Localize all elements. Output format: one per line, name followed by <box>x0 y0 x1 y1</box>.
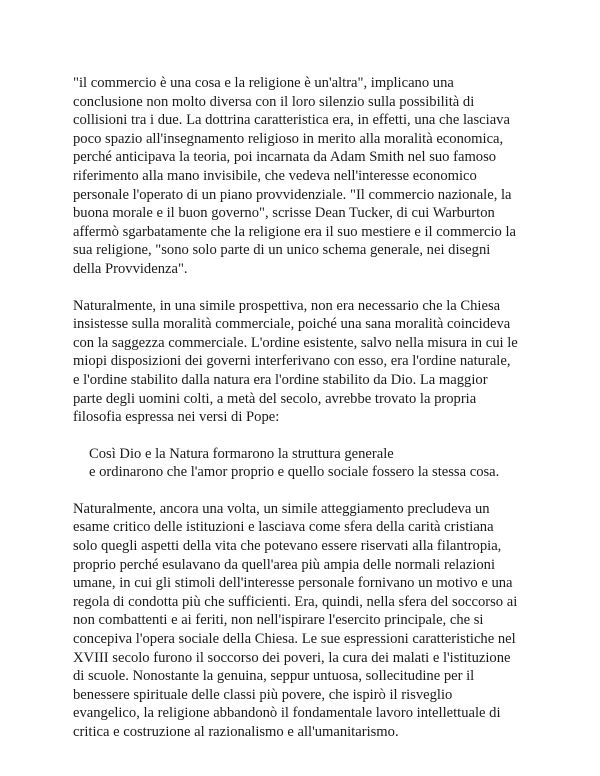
text-line: sua religione, "sono solo parte di un unico schema generale, nei disegni <box>73 242 491 259</box>
text-line: umane, in cui gli stimoli dell'interesse personale fornivano un motivo e una <box>73 575 513 592</box>
text-line: Naturalmente, in una simile prospettiva, non era necessario che la Chiesa <box>73 297 501 314</box>
document-page <box>73 74 548 760</box>
text-line: miopi disposizioni dei governi interferivano con esso, era l'ordine naturale, <box>73 353 511 370</box>
text-line: buona morale e il buon governo", scrisse Dean Tucker, di cui Warburton <box>73 205 495 222</box>
verse-line: e ordinarono che l'amor proprio e quello sociale fossero la stessa cosa. <box>89 464 500 481</box>
text-line: insistesse sulla moralità commerciale, poiché una sana moralità coincideva <box>73 316 511 333</box>
paragraph-2 <box>73 297 548 427</box>
text-line: collisioni tra i due. La dottrina caratteristica era, in effetti, una che lasciava <box>73 112 510 129</box>
text-line: concepiva l'opera sociale della Chiesa. Le sue espressioni caratteristiche nel <box>73 631 516 648</box>
text-line: solo quegli aspetti della vita che potevano essere riservati alla filantropia, <box>73 538 502 555</box>
text-line: della Provvidenza". <box>73 260 188 277</box>
text-line: filosofia espressa nei versi di Pope: <box>73 409 280 426</box>
text-line: esame critico delle istituzioni e lasciava come sfera della carità cristiana <box>73 519 494 536</box>
text-line: non combattenti e ai feriti, non nell'ispirare l'esercito principale, che si <box>73 612 484 629</box>
paragraph-1 <box>73 74 548 279</box>
text-line: perché anticipava la teoria, poi incarnata da Adam Smith nel suo famoso <box>73 149 497 166</box>
text-line: evangelico, la religione abbandonò il fondamentale lavoro intellettuale di <box>73 705 501 722</box>
text-line: regola di condotta più che sufficienti. Era, quindi, nella sfera del soccorso ai <box>73 593 518 610</box>
text-line: critica e costruzione al razionalismo e all'umanitarismo. <box>73 724 399 740</box>
text-line: Naturalmente, ancora una volta, un simile atteggiamento precludeva un <box>73 500 490 517</box>
verse-line: Così Dio e la Natura formarono la struttura generale <box>89 445 394 462</box>
text-line: parte degli uomini colti, a metà del secolo, avrebbe trovato la propria <box>73 390 477 407</box>
text-line: benessere spirituale delle classi più povere, che ispirò il risveglio <box>73 686 453 703</box>
text-line: riferimento alla mano invisibile, che vedeva nell'interesse economico <box>73 167 477 184</box>
text-line: "il commercio è una cosa e la religione è un'altra", implicano una <box>73 75 454 91</box>
paragraph-3 <box>73 500 548 742</box>
text-line: con la saggezza commerciale. L'ordine esistente, salvo nella misura in cui le <box>73 334 518 351</box>
text-line: conclusione non molto diversa con il loro silenzio sulla possibilità di <box>73 93 475 110</box>
text-line: e l'ordine stabilito dalla natura era l'ordine stabilito da Dio. La maggior <box>73 371 488 388</box>
verse-quote <box>73 445 548 482</box>
text-line: XVIII secolo furono il soccorso dei poveri, la cura dei malati e l'istituzione <box>73 649 511 666</box>
text-line: poco spazio all'insegnamento religioso in merito alla moralità economica, <box>73 130 504 147</box>
text-line: personale l'operato di un piano provvidenziale. "Il commercio nazionale, la <box>73 186 512 203</box>
text-line: proprio perché esulavano da quell'area più ampia delle normali relazioni <box>73 556 496 573</box>
text-line: affermò sgarbatamente che la religione era il suo mestiere e il commercio la <box>73 223 517 240</box>
text-line: di scuole. Nonostante la genuina, seppur untuosa, sollecitudine per il <box>73 668 475 685</box>
